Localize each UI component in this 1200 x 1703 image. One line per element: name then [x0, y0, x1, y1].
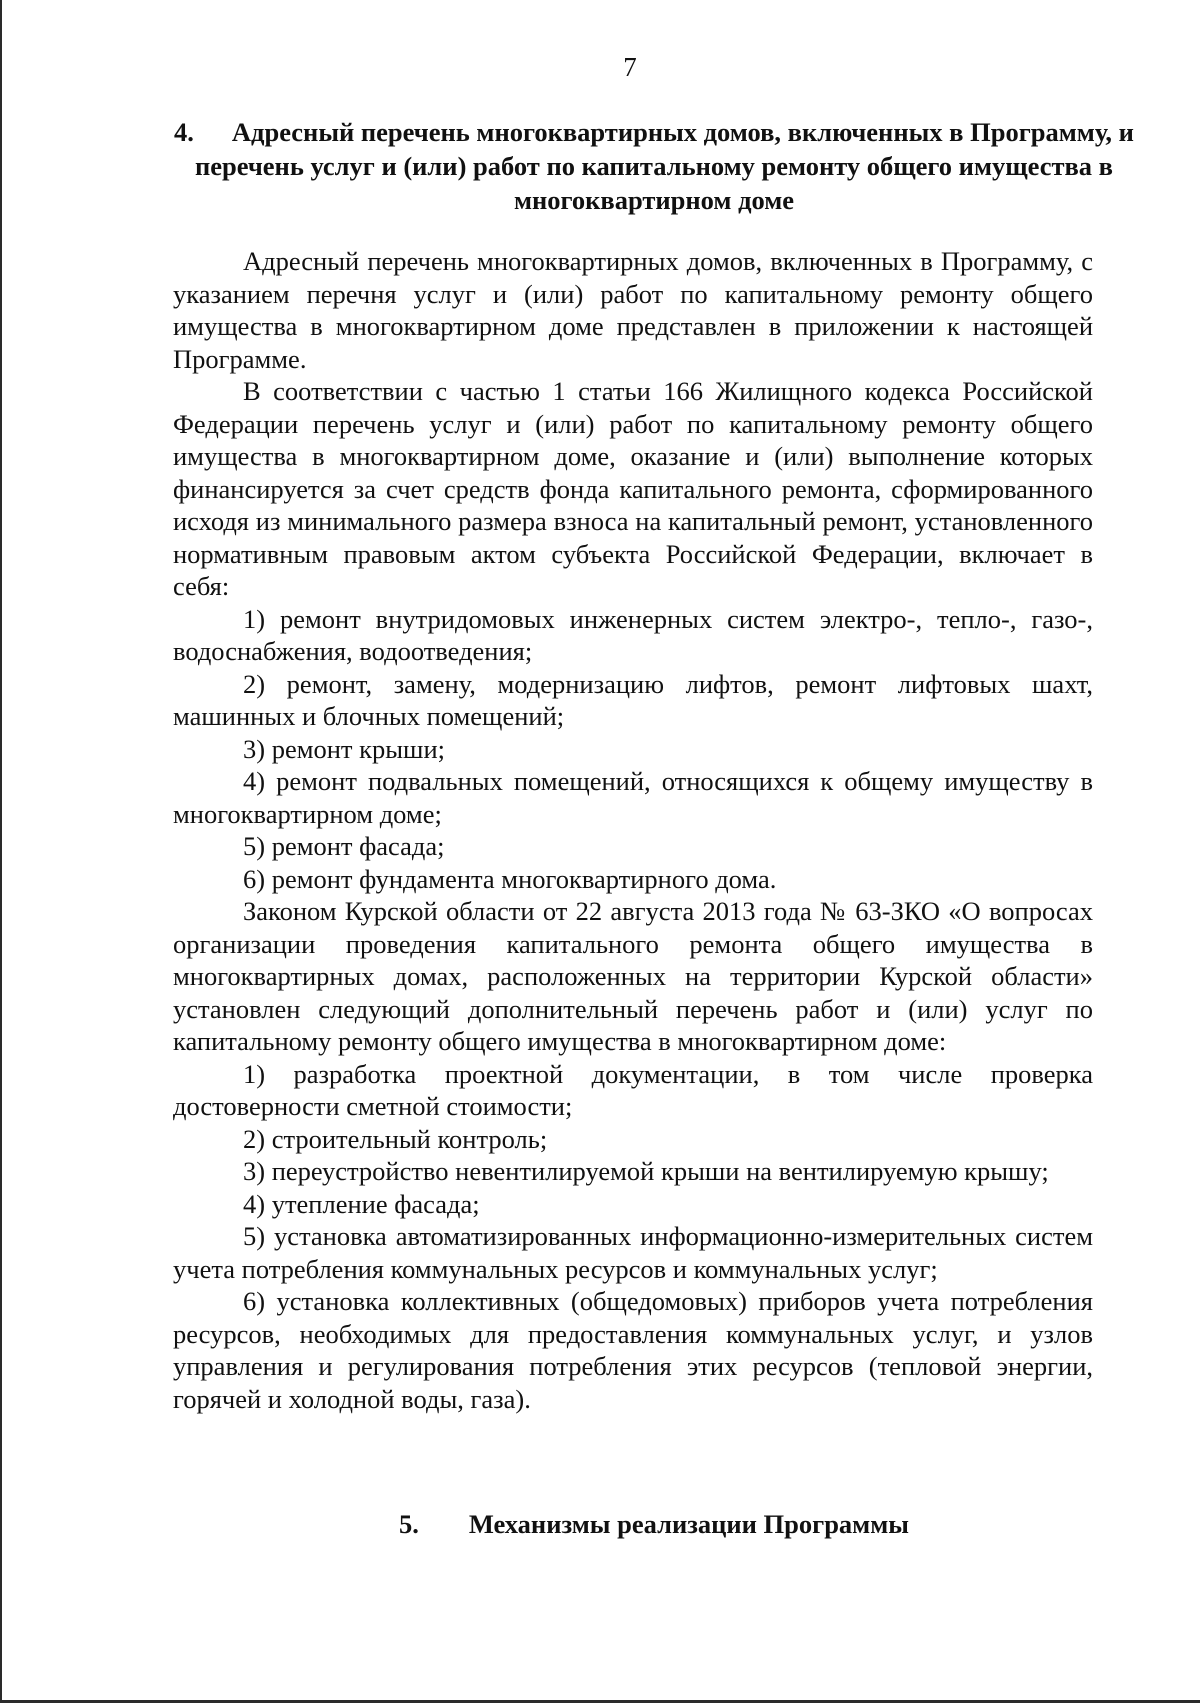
list-item-roof: 3) ремонт крыши; — [243, 733, 445, 764]
section-5-title: Механизмы реализации Программы — [468, 1509, 909, 1539]
list-item-metering-systems: 5) установка автоматизированных информационно-измерительных систем учета потребления коммунальных ресурсов и коммунальных услуг; — [173, 1221, 1093, 1284]
section-4-heading — [170, 115, 1138, 217]
section-4-title: Адресный перечень многоквартирных домов, включенных в Программу, и перечень услуг и (или) работ по капитальному ремонту общего имущества в многоквартирном доме — [194, 117, 1134, 215]
list-item-construction-control: 2) строительный контроль; — [243, 1123, 548, 1154]
list-item-engineering-systems: 1) ремонт внутридомовых инженерных систем электро-, тепло-, газо-, водоснабжения, водоотведения; — [173, 603, 1093, 666]
document-body — [173, 245, 1093, 1415]
section-5-number: 5. — [399, 1509, 419, 1539]
list-item-facade-insulation: 4) утепление фасада; — [243, 1188, 480, 1219]
list-item-roof-conversion: 3) переустройство невентилируемой крыши на вентилируемую крышу; — [243, 1156, 1049, 1186]
list-item-foundation: 6) ремонт фундамента многоквартирного дома. — [243, 863, 777, 894]
list-item-elevators: 2) ремонт, замену, модернизацию лифтов, ремонт лифтовых шахт, машинных и блочных помещений; — [173, 668, 1093, 731]
paragraph-housing-code: В соответствии с частью 1 статьи 166 Жилищного кодекса Российской Федерации перечень услуг и (или) работ по капитальному ремонту общего имущества в многоквартирном доме, оказание и (или) выполнение которых финансируется за счет средств фонда капитального ремонта, сформированного исходя из минимального размера взноса на капитальный ремонт, установленного нормативным правовым актом субъекта Российской Федерации, включает в себя: — [173, 376, 1093, 601]
list-item-facade: 5) ремонт фасада; — [243, 831, 445, 861]
page-number: 7 — [623, 52, 637, 82]
list-item-project-docs: 1) разработка проектной документации, в том числе проверка достоверности сметной стоимости; — [173, 1058, 1093, 1121]
section-5-heading — [170, 1507, 1138, 1541]
paragraph-kursk-law: Законом Курской области от 22 августа 2013 года № 63-ЗКО «О вопросах организации проведения капитального ремонта общего имущества в многоквартирных домах, расположенных на территории Курской области» установлен следующий дополнительный перечень работ и (или) услуг по капитальному ремонту общего имущества в многоквартирном доме: — [173, 896, 1093, 1056]
paragraph-address-list: Адресный перечень многоквартирных домов, включенных в Программу, с указанием перечня услуг и (или) работ по капитальному ремонту общего имущества в многоквартирном доме представлен в приложении к настоящей Программе. — [173, 246, 1093, 374]
scan-edge-left — [0, 0, 2, 1703]
list-item-meters: 6) установка коллективных (общедомовых) приборов учета потребления ресурсов, необходимых для предоставления коммунальных услуг, и узлов управления и регулирования потребления этих ресурсов (тепловой энергии, горячей и холодной воды, газа). — [173, 1286, 1093, 1414]
list-item-basement: 4) ремонт подвальных помещений, относящихся к общему имуществу в многоквартирном доме; — [173, 766, 1093, 829]
section-4-number: 4. — [174, 117, 194, 147]
